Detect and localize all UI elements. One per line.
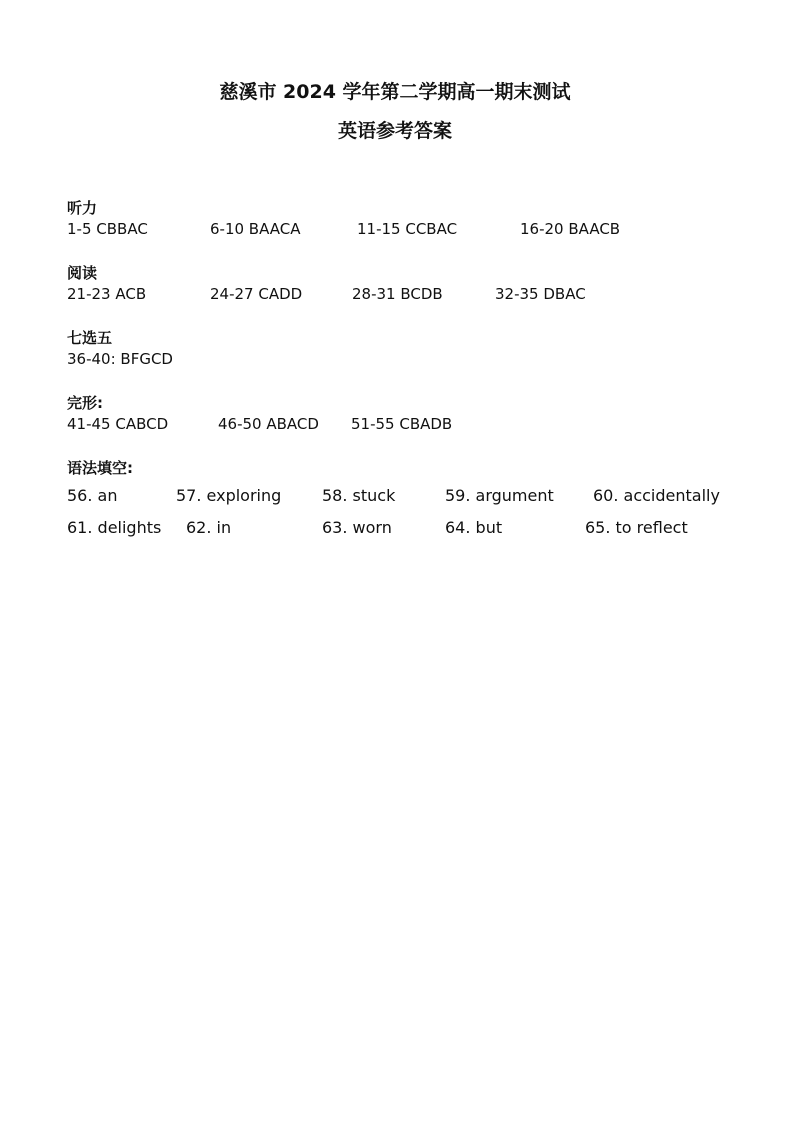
cloze-section (67, 393, 767, 435)
grammar-answer: 63. worn (322, 518, 392, 537)
listening-answers (67, 218, 767, 240)
listening-heading: 听力 (67, 199, 98, 217)
answer-group: 16-20 BAACB (520, 220, 621, 238)
answer-group: 1-5 CBBAC (67, 220, 148, 238)
cloze-heading: 完形: (67, 394, 103, 412)
answer-group: 32-35 DBAC (495, 285, 586, 303)
answer-group: 6-10 BAACA (210, 220, 301, 238)
grammar-row-2 (67, 517, 767, 549)
answer-group: 11-15 CCBAC (357, 220, 458, 238)
grammar-answer: 58. stuck (322, 486, 396, 505)
grammar-answer: 60. accidentally (593, 486, 720, 505)
seven-choose-five-section (67, 328, 767, 370)
reading-heading: 阅读 (67, 264, 98, 282)
listening-section (67, 198, 767, 240)
answer-group: 21-23 ACB (67, 285, 147, 303)
document-subtitle: 英语参考答案 (337, 120, 452, 142)
grammar-answer: 56. an (67, 486, 118, 505)
seven-choose-five-answers (67, 348, 767, 370)
grammar-section (67, 458, 767, 549)
grammar-answer: 59. argument (445, 486, 554, 505)
seven-choose-five-heading: 七选五 (67, 329, 113, 347)
grammar-answer: 65. to reflect (585, 518, 688, 537)
reading-answers (67, 283, 767, 305)
document-title: 慈溪市 2024 学年第二学期高一期末测试 (219, 81, 571, 103)
cloze-answers (67, 413, 767, 435)
grammar-answer: 57. exploring (176, 486, 282, 505)
answer-group: 24-27 CADD (210, 285, 303, 303)
grammar-answer: 64. but (445, 518, 503, 537)
answer-group: 28-31 BCDB (352, 285, 443, 303)
grammar-answer: 61. delights (67, 518, 162, 537)
grammar-answer: 62. in (186, 518, 232, 537)
reading-section (67, 263, 767, 305)
grammar-heading: 语法填空: (67, 459, 133, 477)
answer-group: 41-45 CABCD (67, 415, 169, 433)
grammar-row-1 (67, 485, 767, 517)
answer-group: 51-55 CBADB (351, 415, 453, 433)
answer-group: 46-50 ABACD (218, 415, 319, 433)
answer-group: 36-40: BFGCD (67, 350, 173, 368)
